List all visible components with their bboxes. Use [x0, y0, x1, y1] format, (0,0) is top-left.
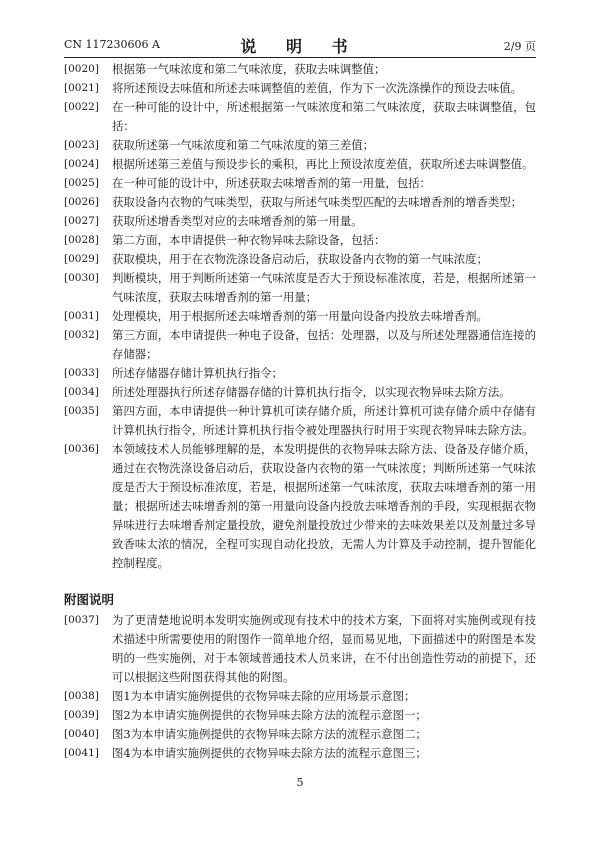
paragraph — [64, 193, 536, 212]
paragraph-text: 图1为本申请实施例提供的衣物异味去除的应用场景示意图； — [112, 689, 416, 703]
document-title: 说 明 书 — [240, 37, 360, 56]
paragraph-text: 获取模块，用于在衣物洗涤设备启动后，获取设备内衣物的第一气味浓度； — [112, 252, 488, 266]
paragraph — [64, 79, 536, 98]
paragraph-number: [0027] — [64, 215, 99, 227]
paragraph-number: [0031] — [64, 310, 99, 322]
paragraph-text: 判断模块，用于判断所述第一气味浓度是否大于预设标准浓度，若是，根据所述第一气味浓度，获取去味增香剂的第一用量； — [112, 271, 536, 304]
paragraph-number: [0026] — [64, 196, 99, 208]
paragraph-text: 图2为本申请实施例提供的衣物异味去除方法的流程示意图一； — [112, 708, 427, 722]
paragraph — [64, 136, 536, 155]
section-heading: 附图说明 — [64, 592, 115, 607]
paragraph-text: 所述处理器执行所述存储器存储的计算机执行指令，以实现衣物异味去除方法。 — [112, 385, 511, 399]
paragraph — [64, 174, 536, 193]
paragraph-number: [0025] — [64, 177, 99, 189]
paragraph — [64, 307, 536, 326]
paragraph-number: [0032] — [64, 329, 99, 341]
paragraph — [64, 60, 536, 79]
paragraph-text: 根据所述第三差值与预设步长的乘积，再比上预设浓度差值，获取所述去味调整值。 — [112, 157, 534, 171]
paragraph — [64, 155, 536, 174]
paragraph-number: [0024] — [64, 158, 99, 170]
page-number: 5 — [296, 776, 304, 789]
paragraph-number: [0023] — [64, 139, 99, 151]
paragraph — [64, 231, 536, 250]
paragraph — [64, 250, 536, 269]
paragraph-number: [0034] — [64, 386, 99, 398]
paragraph-text: 获取设备内衣物的气味类型，获取与所述气味类型匹配的去味增香剂的增香类型； — [112, 195, 523, 209]
paragraph-text: 图3为本申请实施例提供的衣物异味去除方法的流程示意图二； — [112, 727, 427, 741]
paragraph — [64, 611, 536, 687]
paragraph-number: [0037] — [64, 614, 99, 626]
paragraph-text: 根据第一气味浓度和第二气味浓度，获取去味调整值； — [112, 62, 386, 76]
paragraph — [64, 440, 536, 573]
paragraph-number: [0020] — [64, 63, 99, 75]
paragraph — [64, 687, 536, 706]
paragraph-number: [0033] — [64, 367, 99, 379]
paragraph-text: 为了更清楚地说明本发明实施例或现有技术中的技术方案，下面将对实施例或现有技术描述中所需要使用的附图作一简单地介绍，显而易见地，下面描述中的附图是本发明的一些实施例，对于本领域普通技术人员来讲，在不付出创造性劳动的前提下，还可以根据这些附图获得其他的附图。 — [112, 613, 536, 684]
document-body — [64, 60, 536, 763]
paragraph — [64, 269, 536, 307]
paragraph-text: 将所述预设去味值和所述去味调整值的差值，作为下一次洗涤操作的预设去味值。 — [112, 81, 523, 95]
paragraph-number: [0030] — [64, 272, 99, 284]
paragraph-text: 在一种可能的设计中，所述获取去味增香剂的第一用量，包括： — [112, 176, 431, 190]
paragraph — [64, 725, 536, 744]
paragraph-text: 获取所述增香类型对应的去味增香剂的第一用量。 — [112, 214, 363, 228]
page-header — [0, 0, 600, 58]
paragraph-number: [0040] — [64, 728, 99, 740]
paragraph-list — [64, 60, 536, 573]
paragraph — [64, 212, 536, 231]
paragraph-number: [0022] — [64, 101, 99, 113]
paragraph-number: [0036] — [64, 443, 99, 455]
paragraph — [64, 364, 536, 383]
paragraph-number: [0038] — [64, 690, 99, 702]
header-rule — [64, 57, 536, 58]
paragraph-text: 在一种可能的设计中，所述根据第一气味浓度和第二气味浓度，获取去味调整值，包括： — [112, 100, 536, 133]
paragraph — [64, 744, 536, 763]
paragraph — [64, 706, 536, 725]
paragraph-number: [0029] — [64, 253, 99, 265]
paragraph — [64, 383, 536, 402]
page-indicator: 2/9 页 — [503, 40, 536, 53]
paragraph — [64, 326, 536, 364]
paragraph-text: 所述存储器存储计算机执行指令； — [112, 366, 283, 380]
paragraph — [64, 402, 536, 440]
paragraph-text: 处理模块，用于根据所述去味增香剂的第一用量向设备内投放去味增香剂。 — [112, 309, 488, 323]
paragraph-text: 第二方面，本申请提供一种衣物异味去除设备，包括： — [112, 233, 386, 247]
patent-number: CN 117230606 A — [64, 38, 160, 51]
paragraph-number: [0028] — [64, 234, 99, 246]
paragraph-number: [0021] — [64, 82, 99, 94]
paragraph-list-figures — [64, 611, 536, 763]
paragraph-text: 第四方面，本申请提供一种计算机可读存储介质，所述计算机可读存储介质中存储有计算机执行指令，所述计算机执行指令被处理器执行时用于实现衣物异味去除方法。 — [112, 404, 536, 437]
paragraph — [64, 98, 536, 136]
paragraph-text: 第三方面，本申请提供一种电子设备，包括：处理器，以及与所述处理器通信连接的存储器； — [112, 328, 536, 361]
paragraph-text: 图4为本申请实施例提供的衣物异味去除方法的流程示意图三； — [112, 746, 427, 760]
paragraph-number: [0039] — [64, 709, 99, 721]
paragraph-text: 本领域技术人员能够理解的是，本发明提供的衣物异味去除方法、设备及存储介质，通过在衣物洗涤设备启动后，获取设备内衣物的第一气味浓度；判断所述第一气味浓度是否大于预设标准浓度，若是，根据所述第一气味浓度，获取去味增香剂的第一用量；根据所述去味增香剂的第一用量向设备内投放去味增香剂的手段，实现根据衣物异味进行去味增香剂定量投放，避免剂量投放过少带来的去味效果差以及剂量过多导致香味太浓的情况，全程可实现自动化投放，无需人为计算及手动控制，提升智能化控制程度。 — [112, 442, 536, 570]
paragraph-number: [0035] — [64, 405, 99, 417]
paragraph-number: [0041] — [64, 747, 99, 759]
paragraph-text: 获取所述第一气味浓度和第二气味浓度的第三差值； — [112, 138, 374, 152]
